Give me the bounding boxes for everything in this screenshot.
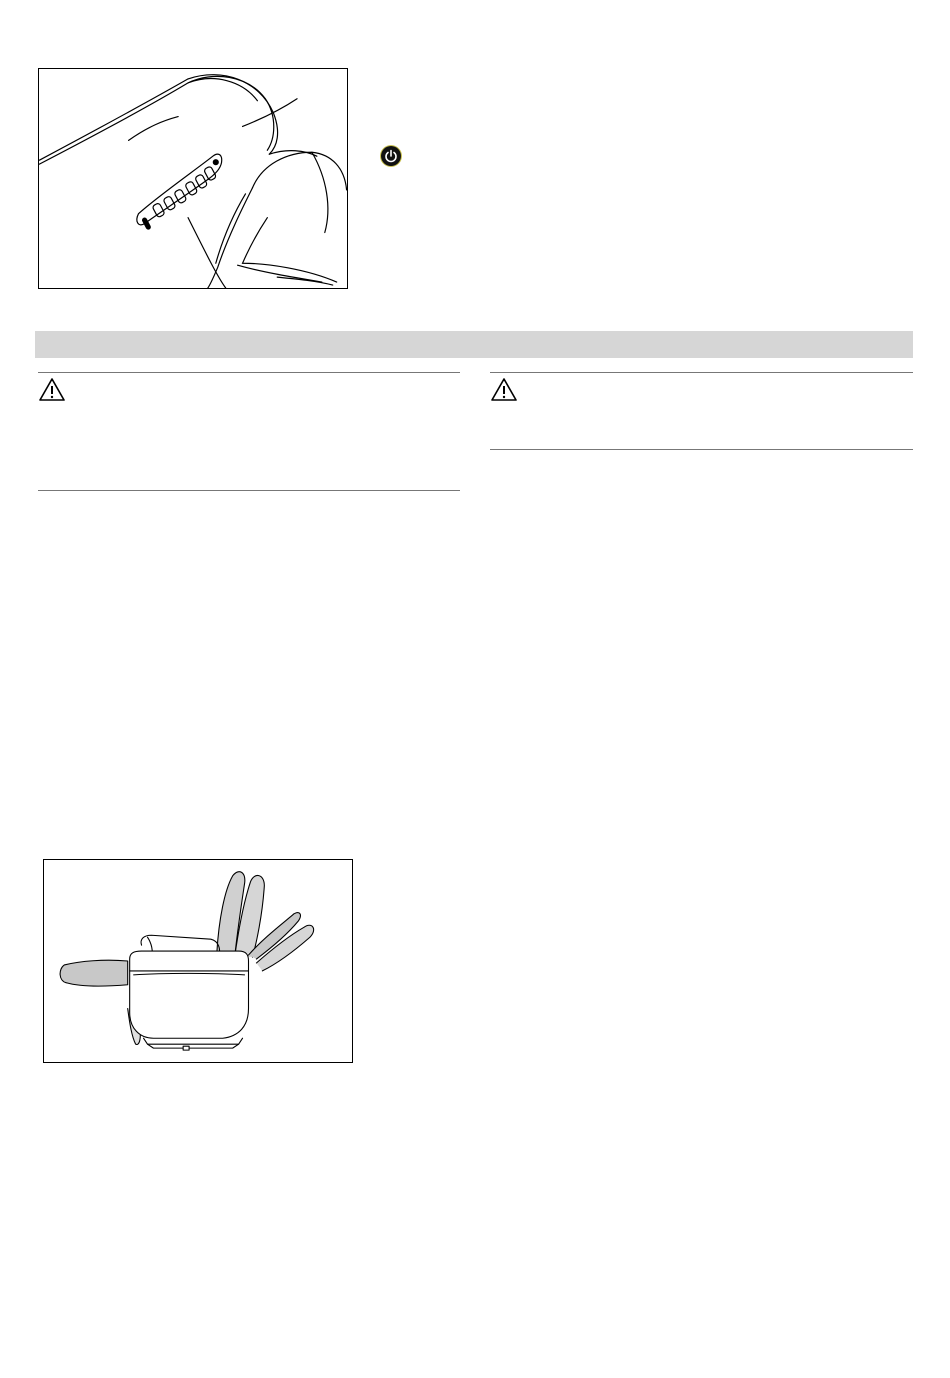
- warning-box-right-top-rule: [490, 372, 913, 373]
- power-icon: [381, 146, 401, 166]
- armrest-control-illustration: [38, 68, 348, 289]
- recliner-drawing: [44, 860, 352, 1062]
- warning-box-left-top-rule: [38, 372, 460, 373]
- armrest-drawing: [39, 69, 347, 288]
- warning-triangle-icon: [490, 377, 518, 403]
- warning-box-right-bottom-rule: [490, 449, 913, 450]
- recliner-position-illustration: [43, 859, 353, 1063]
- warning-box-left-bottom-rule: [38, 490, 460, 491]
- section-header-bar: [35, 331, 913, 358]
- warning-triangle-icon: [38, 377, 66, 403]
